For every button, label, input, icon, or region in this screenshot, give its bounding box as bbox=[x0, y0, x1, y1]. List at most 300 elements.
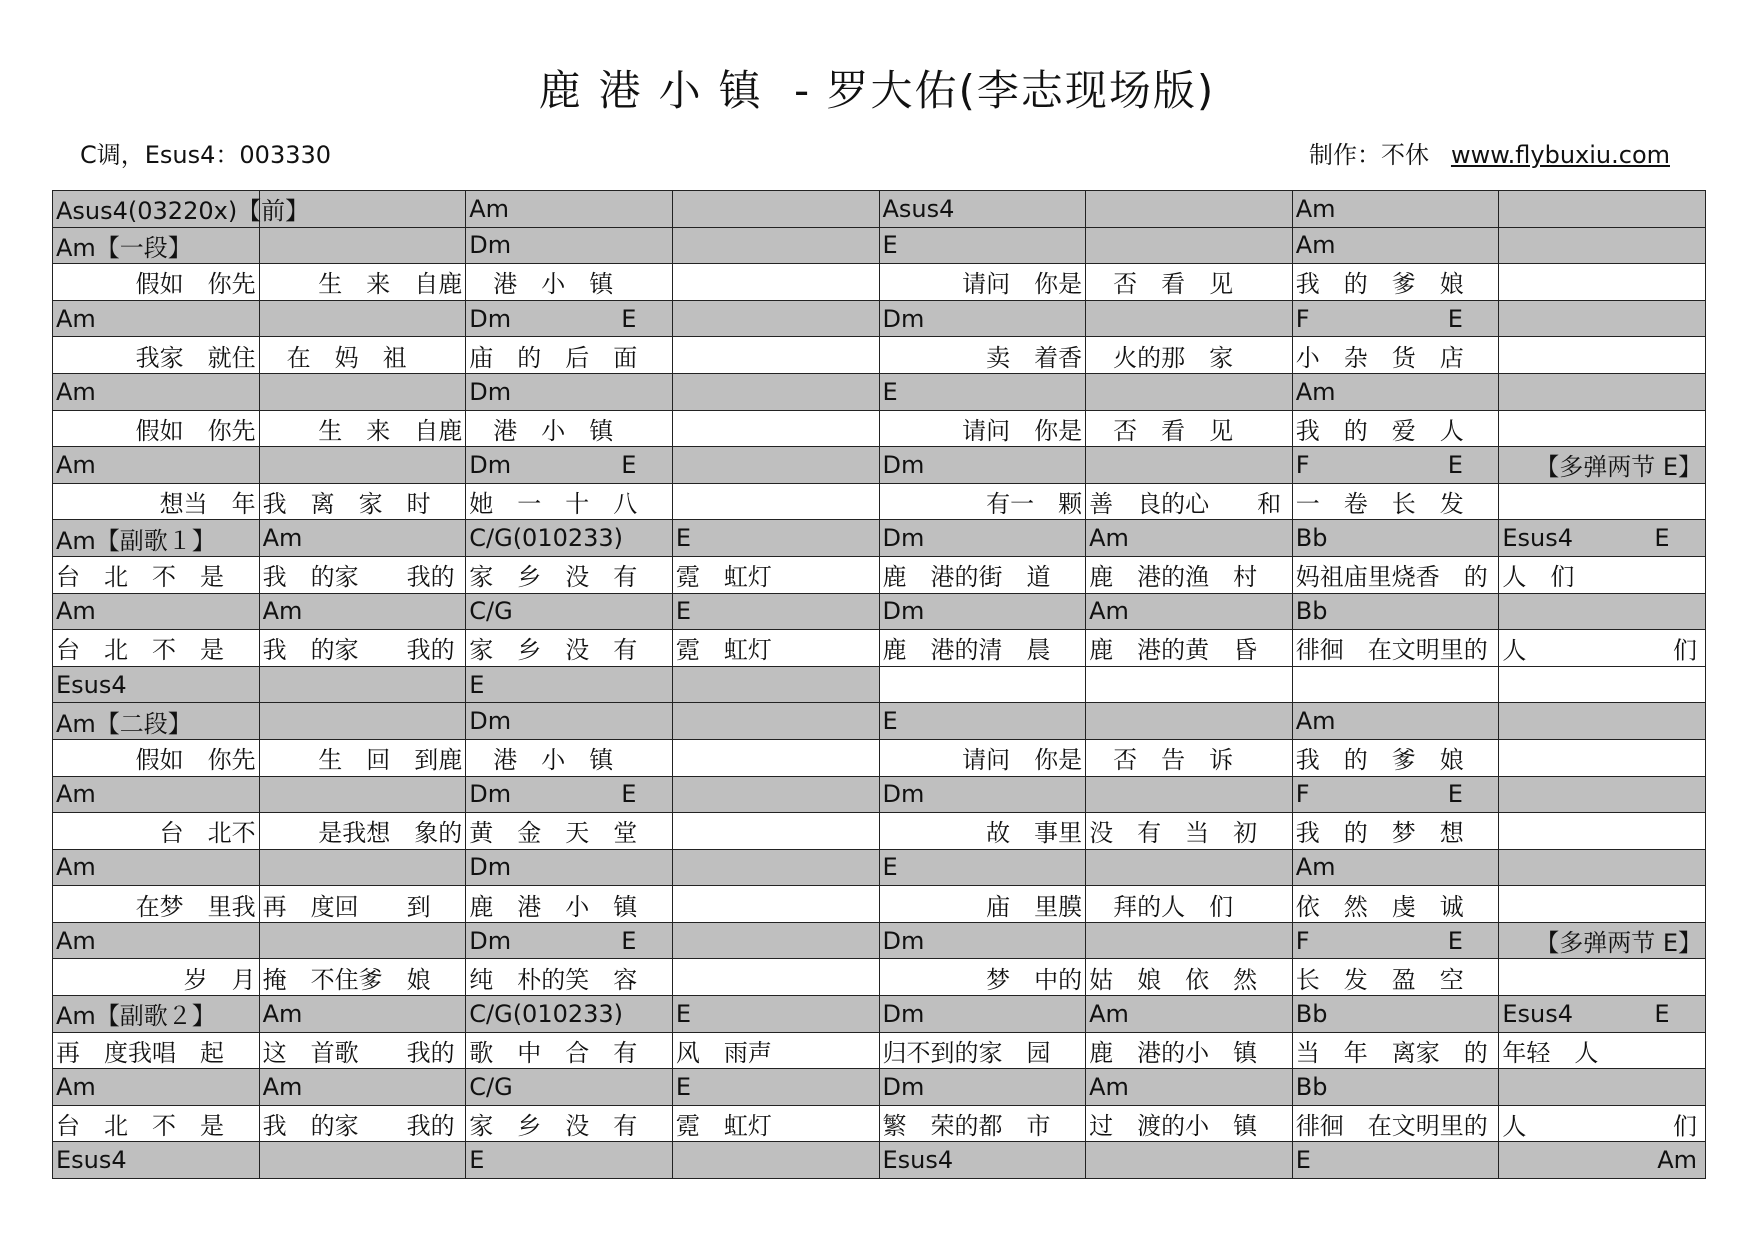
lyric-cell bbox=[672, 1032, 879, 1069]
chord-cell bbox=[672, 703, 879, 740]
chord-row bbox=[53, 300, 1706, 337]
chord-cell bbox=[879, 776, 1086, 813]
lyric-text: 徘徊 在文明里的 bbox=[1295, 1112, 1488, 1141]
chord-cell bbox=[259, 593, 466, 630]
lyric-text: 拜的人 们 bbox=[1089, 892, 1234, 921]
chord-cell bbox=[1292, 776, 1499, 813]
chord-cell bbox=[1086, 373, 1293, 410]
lyric-cell bbox=[53, 556, 260, 593]
lyric-text: 姑 娘 依 然 bbox=[1089, 965, 1258, 994]
chord-label: C/G bbox=[469, 597, 513, 626]
chord-cell bbox=[1499, 373, 1706, 410]
chord-cell bbox=[1499, 447, 1706, 484]
chord-cell bbox=[1086, 849, 1293, 886]
chord-label: Am bbox=[56, 597, 96, 626]
chord-label: Am bbox=[56, 1073, 96, 1102]
lyric-row bbox=[53, 630, 1706, 667]
lyric-text: 歌 中 合 有 bbox=[469, 1038, 638, 1067]
chord-cell bbox=[466, 447, 673, 484]
lyric-cell bbox=[53, 410, 260, 447]
chord-label: Bb bbox=[1295, 1073, 1328, 1102]
lyric-text: 风 雨声 bbox=[675, 1038, 772, 1067]
chord-cell bbox=[879, 227, 1086, 264]
chord-cell bbox=[53, 666, 260, 703]
lyric-row bbox=[53, 959, 1706, 996]
chord-cell bbox=[1292, 703, 1499, 740]
chord-label: Am【副歌２】 bbox=[56, 1002, 216, 1031]
chord-cell bbox=[466, 996, 673, 1033]
chord-cell bbox=[1499, 849, 1706, 886]
chord-cell bbox=[879, 447, 1086, 484]
chord-label: Am bbox=[1295, 377, 1336, 406]
chord-cell bbox=[1086, 776, 1293, 813]
chord-label: E bbox=[469, 670, 485, 699]
chord-label: E bbox=[469, 1146, 485, 1175]
lyric-text: 台 北不 bbox=[159, 819, 256, 848]
chord-label: Dm bbox=[469, 450, 512, 479]
lyric-cell bbox=[466, 1105, 673, 1142]
chord-label: Asus4 bbox=[882, 194, 955, 223]
lyric-text: 有一 颗 bbox=[986, 490, 1083, 519]
lyric-cell bbox=[1499, 959, 1706, 996]
chord-cell bbox=[466, 703, 673, 740]
chord-label: Dm bbox=[882, 926, 925, 955]
lyric-cell bbox=[1292, 483, 1499, 520]
chord-row bbox=[53, 593, 1706, 630]
lyric-cell bbox=[259, 264, 466, 301]
lyric-cell bbox=[466, 264, 673, 301]
lyric-text: 善 良的心 和 bbox=[1089, 490, 1282, 519]
lyric-text: 岁 月 bbox=[183, 965, 256, 994]
lyric-cell bbox=[1499, 739, 1706, 776]
lyric-cell bbox=[1499, 886, 1706, 923]
chord-cell bbox=[1086, 703, 1293, 740]
lyric-text: 想当 年 bbox=[159, 490, 256, 519]
lyric-cell bbox=[466, 483, 673, 520]
lyric-text: 否 看 见 bbox=[1089, 270, 1234, 299]
lyric-cell bbox=[1499, 813, 1706, 850]
lyric-cell bbox=[1292, 1105, 1499, 1142]
lyric-cell bbox=[1499, 337, 1706, 374]
credit-website-link[interactable]: www.flybuxiu.com bbox=[1450, 141, 1670, 169]
lyric-cell bbox=[466, 886, 673, 923]
lyric-cell bbox=[1292, 959, 1499, 996]
lyric-cell bbox=[1086, 1105, 1293, 1142]
lyric-cell bbox=[53, 1105, 260, 1142]
lyric-row bbox=[53, 410, 1706, 447]
chord-cell bbox=[53, 1069, 260, 1106]
chord-cell bbox=[259, 666, 466, 703]
lyric-cell bbox=[672, 630, 879, 667]
lyric-cell bbox=[466, 1032, 673, 1069]
chord-cell bbox=[879, 593, 1086, 630]
chord-row bbox=[53, 996, 1706, 1033]
chord-cell bbox=[1086, 922, 1293, 959]
chord-label-secondary: E bbox=[621, 450, 637, 479]
lyric-cell bbox=[1499, 483, 1706, 520]
chord-cell bbox=[466, 520, 673, 557]
lyric-text-secondary: 们 bbox=[1673, 1112, 1697, 1141]
lyric-text: 我 的家 我的 bbox=[262, 563, 455, 592]
lyric-text: 霓 虹灯 bbox=[675, 563, 772, 592]
lyric-cell bbox=[1499, 630, 1706, 667]
lyric-text: 生 来 自鹿 bbox=[294, 416, 463, 445]
lyric-cell bbox=[672, 886, 879, 923]
chord-cell bbox=[879, 520, 1086, 557]
lyric-cell bbox=[879, 739, 1086, 776]
chord-cell bbox=[1499, 996, 1706, 1033]
lyric-text: 掩 不住爹 娘 bbox=[262, 965, 431, 994]
chord-cell bbox=[1499, 300, 1706, 337]
chord-cell bbox=[1292, 300, 1499, 337]
chord-row bbox=[53, 849, 1706, 886]
lyric-text: 庙 里膜 bbox=[986, 892, 1083, 921]
key-info: C调，Esus4：003330 bbox=[80, 141, 332, 169]
chord-row bbox=[53, 666, 1706, 703]
chord-label: Esus4 bbox=[1502, 524, 1574, 553]
lyric-cell bbox=[1292, 630, 1499, 667]
chord-cell bbox=[466, 776, 673, 813]
chord-cell bbox=[259, 300, 466, 337]
lyric-cell bbox=[672, 959, 879, 996]
chord-cell bbox=[1086, 996, 1293, 1033]
lyric-text: 家 乡 没 有 bbox=[469, 636, 638, 665]
chord-cell bbox=[53, 1142, 260, 1179]
chord-cell bbox=[1499, 227, 1706, 264]
chord-cell bbox=[1086, 1069, 1293, 1106]
lyric-text: 人 们 bbox=[1502, 563, 1575, 592]
lyric-cell bbox=[259, 337, 466, 374]
lyric-text: 假如 你先 bbox=[87, 416, 256, 445]
lyric-text: 否 告 诉 bbox=[1089, 746, 1234, 775]
chord-cell bbox=[53, 703, 260, 740]
chord-label: Dm bbox=[882, 524, 925, 553]
lyric-text: 生 来 自鹿 bbox=[294, 270, 463, 299]
chord-cell bbox=[1499, 1142, 1706, 1179]
lyric-cell bbox=[879, 1105, 1086, 1142]
chord-label: Dm bbox=[469, 853, 512, 882]
lyric-text: 庙 的 后 面 bbox=[469, 343, 638, 372]
chord-label: Dm bbox=[882, 597, 925, 626]
lyric-text: 依 然 虔 诚 bbox=[1295, 892, 1464, 921]
chord-cell bbox=[1086, 520, 1293, 557]
chord-cell bbox=[1292, 666, 1499, 703]
lyric-cell bbox=[672, 1105, 879, 1142]
chord-label: E bbox=[675, 1073, 692, 1102]
chord-row bbox=[53, 776, 1706, 813]
lyric-cell bbox=[1086, 739, 1293, 776]
chord-label: Bb bbox=[1295, 999, 1328, 1028]
chord-label: Am【副歌１】 bbox=[56, 526, 216, 555]
chord-cell bbox=[466, 922, 673, 959]
chord-cell bbox=[466, 191, 673, 228]
chord-label: Bb bbox=[1295, 524, 1328, 553]
chord-label: Am bbox=[1295, 853, 1336, 882]
chord-cell bbox=[259, 703, 466, 740]
lyric-text: 一 卷 长 发 bbox=[1295, 490, 1464, 519]
lyric-cell bbox=[1499, 1032, 1706, 1069]
chord-cell bbox=[672, 776, 879, 813]
chord-cell bbox=[466, 849, 673, 886]
lyric-text: 长 发 盈 空 bbox=[1295, 965, 1464, 994]
credit-label: 制作：不休 bbox=[1308, 141, 1429, 169]
song-title bbox=[0, 58, 1754, 118]
lyric-cell bbox=[1086, 264, 1293, 301]
chord-label: Dm bbox=[469, 780, 512, 809]
lyric-text: 港 小 镇 bbox=[469, 270, 614, 299]
chord-cell bbox=[466, 227, 673, 264]
chord-cell bbox=[259, 996, 466, 1033]
chord-row bbox=[53, 447, 1706, 484]
lyric-cell bbox=[466, 556, 673, 593]
lyric-text: 鹿 港的清 晨 bbox=[882, 636, 1051, 665]
chord-label: Am bbox=[56, 926, 96, 955]
chord-cell bbox=[1499, 593, 1706, 630]
lyric-cell bbox=[879, 410, 1086, 447]
chord-label: Am bbox=[56, 304, 96, 333]
chord-label: Am bbox=[1295, 231, 1336, 260]
chord-label: E bbox=[882, 231, 898, 260]
chord-label: Dm bbox=[469, 707, 512, 736]
chord-label: F bbox=[1295, 780, 1310, 809]
lyric-cell bbox=[466, 959, 673, 996]
chord-label: Am【一段】 bbox=[56, 233, 192, 262]
chord-label-secondary: E bbox=[1447, 926, 1463, 955]
lyric-cell bbox=[53, 1032, 260, 1069]
chord-label: Dm bbox=[882, 1073, 925, 1102]
lyric-cell bbox=[466, 410, 673, 447]
lyric-cell bbox=[259, 483, 466, 520]
lyric-cell bbox=[466, 630, 673, 667]
lyric-text: 卖 着香 bbox=[986, 343, 1083, 372]
chord-label: F bbox=[1295, 926, 1310, 955]
lyric-text: 请问 你是 bbox=[962, 416, 1083, 445]
lyric-cell bbox=[672, 739, 879, 776]
lyric-cell bbox=[1292, 813, 1499, 850]
lyric-text: 霓 虹灯 bbox=[675, 1112, 772, 1141]
chord-cell bbox=[466, 593, 673, 630]
chord-cell bbox=[1499, 776, 1706, 813]
chord-cell bbox=[672, 447, 879, 484]
chord-cell bbox=[466, 300, 673, 337]
chord-label: Am【二段】 bbox=[56, 709, 192, 738]
lyric-cell bbox=[1292, 886, 1499, 923]
lyric-text: 火的那 家 bbox=[1089, 343, 1234, 372]
chord-cell bbox=[466, 1142, 673, 1179]
lyric-cell bbox=[879, 337, 1086, 374]
lyric-text: 台 北 不 是 bbox=[56, 1112, 224, 1141]
lyric-cell bbox=[1086, 337, 1293, 374]
chord-cell bbox=[53, 227, 260, 264]
lyric-text: 鹿 港 小 镇 bbox=[469, 892, 638, 921]
chord-cell bbox=[1499, 922, 1706, 959]
lyric-cell bbox=[259, 630, 466, 667]
chord-cell bbox=[53, 593, 260, 630]
chord-cell bbox=[672, 1069, 879, 1106]
lyric-text: 小 杂 货 店 bbox=[1295, 343, 1464, 372]
lyric-text: 故 事里 bbox=[986, 819, 1083, 848]
chord-label: E bbox=[675, 597, 692, 626]
chord-cell bbox=[466, 373, 673, 410]
chord-cell bbox=[879, 922, 1086, 959]
chord-label: Am bbox=[1089, 524, 1129, 553]
lyric-cell bbox=[1292, 1032, 1499, 1069]
chord-cell bbox=[1292, 447, 1499, 484]
lyric-text: 鹿 港的黄 昏 bbox=[1089, 636, 1258, 665]
chord-cell bbox=[259, 776, 466, 813]
chord-cell bbox=[879, 666, 1086, 703]
chord-label: E bbox=[882, 707, 898, 736]
lyric-text: 鹿 港的小 镇 bbox=[1089, 1038, 1258, 1067]
lyric-text: 家 乡 没 有 bbox=[469, 1112, 638, 1141]
title-separator: - bbox=[778, 66, 827, 115]
chord-label-secondary: Am bbox=[1657, 1146, 1697, 1175]
chord-cell bbox=[53, 520, 260, 557]
lyric-cell bbox=[466, 739, 673, 776]
lyric-text: 纯 朴的笑 容 bbox=[469, 965, 638, 994]
chord-cell bbox=[53, 373, 260, 410]
chord-cell bbox=[1292, 849, 1499, 886]
chord-cell bbox=[1086, 1142, 1293, 1179]
lyric-cell bbox=[466, 337, 673, 374]
lyric-cell bbox=[1292, 556, 1499, 593]
lyric-cell bbox=[53, 337, 260, 374]
chord-row bbox=[53, 373, 1706, 410]
chord-cell bbox=[672, 520, 879, 557]
lyric-text: 我 的 爹 娘 bbox=[1295, 746, 1464, 775]
chord-cell bbox=[259, 1069, 466, 1106]
chord-cell bbox=[672, 666, 879, 703]
chord-label: C/G(010233) bbox=[469, 524, 624, 553]
chord-row bbox=[53, 191, 1706, 228]
chord-label: Am bbox=[262, 597, 303, 626]
song-artist: 罗大佑(李志现场版) bbox=[826, 66, 1216, 115]
lyric-cell bbox=[672, 813, 879, 850]
chord-cell bbox=[466, 1069, 673, 1106]
lyric-cell bbox=[672, 556, 879, 593]
chord-label: C/G bbox=[469, 1073, 513, 1102]
chord-label: E bbox=[675, 524, 692, 553]
chord-cell bbox=[259, 1142, 466, 1179]
lyric-cell bbox=[672, 410, 879, 447]
chord-cell bbox=[259, 922, 466, 959]
lyric-cell bbox=[1086, 410, 1293, 447]
chord-label-secondary: E bbox=[621, 304, 637, 333]
lyric-cell bbox=[1292, 739, 1499, 776]
lyric-cell bbox=[672, 483, 879, 520]
chord-cell bbox=[1292, 373, 1499, 410]
chord-cell bbox=[879, 1069, 1086, 1106]
lyric-cell bbox=[1499, 1105, 1706, 1142]
chord-label: Dm bbox=[882, 780, 925, 809]
chord-row bbox=[53, 520, 1706, 557]
lyric-row bbox=[53, 337, 1706, 374]
lyric-text: 台 北 不 是 bbox=[56, 636, 224, 665]
chord-row bbox=[53, 227, 1706, 264]
lyric-text-secondary: 们 bbox=[1673, 636, 1697, 665]
lyric-text: 港 小 镇 bbox=[469, 416, 614, 445]
chord-label: Am bbox=[56, 780, 96, 809]
chord-cell bbox=[53, 922, 260, 959]
chord-cell bbox=[672, 849, 879, 886]
lyric-cell bbox=[1086, 1032, 1293, 1069]
lyric-row bbox=[53, 483, 1706, 520]
chord-cell bbox=[259, 227, 466, 264]
chord-label: Dm bbox=[882, 999, 925, 1028]
lyric-cell bbox=[879, 1032, 1086, 1069]
chord-cell bbox=[53, 849, 260, 886]
chord-label: F bbox=[1295, 450, 1310, 479]
chord-label: Am bbox=[262, 1073, 303, 1102]
lyric-cell bbox=[53, 886, 260, 923]
chord-sheet-table bbox=[52, 190, 1706, 1179]
chord-label: Dm bbox=[469, 304, 512, 333]
chord-label: Am bbox=[262, 999, 303, 1028]
lyric-text: 再 度我唱 起 bbox=[56, 1038, 224, 1067]
lyric-cell bbox=[879, 813, 1086, 850]
chord-label: Asus4(03220x)【前】 bbox=[56, 197, 310, 226]
lyric-text: 家 乡 没 有 bbox=[469, 563, 638, 592]
chord-cell bbox=[1292, 996, 1499, 1033]
chord-cell bbox=[259, 849, 466, 886]
chord-label: Am bbox=[56, 377, 96, 406]
lyric-cell bbox=[259, 1032, 466, 1069]
chord-cell bbox=[879, 1142, 1086, 1179]
chord-label: Esus4 bbox=[56, 1146, 127, 1175]
lyric-cell bbox=[259, 556, 466, 593]
chord-label: Esus4 bbox=[56, 670, 127, 699]
chord-cell bbox=[672, 227, 879, 264]
chord-label: Bb bbox=[1295, 597, 1328, 626]
lyric-text: 我 的家 我的 bbox=[262, 1112, 455, 1141]
lyric-text: 繁 荣的都 市 bbox=[882, 1112, 1051, 1141]
chord-label-secondary: E bbox=[1447, 780, 1463, 809]
chord-cell bbox=[1499, 666, 1706, 703]
lyric-text: 当 年 离家 的 bbox=[1295, 1038, 1488, 1067]
lyric-text: 鹿 港的街 道 bbox=[882, 563, 1051, 592]
chord-label: Am bbox=[56, 853, 96, 882]
chord-label: Am bbox=[1089, 999, 1129, 1028]
chord-label: E bbox=[882, 853, 898, 882]
lyric-text: 港 小 镇 bbox=[469, 746, 614, 775]
lyric-text: 生 回 到鹿 bbox=[294, 746, 463, 775]
song-title-main: 鹿港小镇 bbox=[538, 66, 779, 115]
chord-label: Am bbox=[262, 524, 303, 553]
lyric-text: 再 度回 到 bbox=[262, 892, 431, 921]
lyric-cell bbox=[1499, 264, 1706, 301]
chord-label: E bbox=[1295, 1146, 1311, 1175]
lyric-text: 梦 中的 bbox=[986, 965, 1083, 994]
chord-cell bbox=[879, 373, 1086, 410]
lyric-cell bbox=[879, 556, 1086, 593]
lyric-cell bbox=[1499, 556, 1706, 593]
lyric-cell bbox=[1086, 556, 1293, 593]
chord-cell bbox=[1499, 191, 1706, 228]
chord-label: E bbox=[882, 377, 898, 406]
lyric-row bbox=[53, 813, 1706, 850]
chord-cell bbox=[1086, 227, 1293, 264]
chord-cell bbox=[259, 373, 466, 410]
chord-cell bbox=[1499, 520, 1706, 557]
chord-row bbox=[53, 703, 1706, 740]
chord-label: Am bbox=[469, 194, 510, 223]
lyric-cell bbox=[672, 337, 879, 374]
chord-cell bbox=[879, 849, 1086, 886]
lyric-cell bbox=[53, 813, 260, 850]
lyric-cell bbox=[1292, 264, 1499, 301]
chord-label-secondary: E bbox=[621, 926, 637, 955]
chord-label: F bbox=[1295, 304, 1310, 333]
